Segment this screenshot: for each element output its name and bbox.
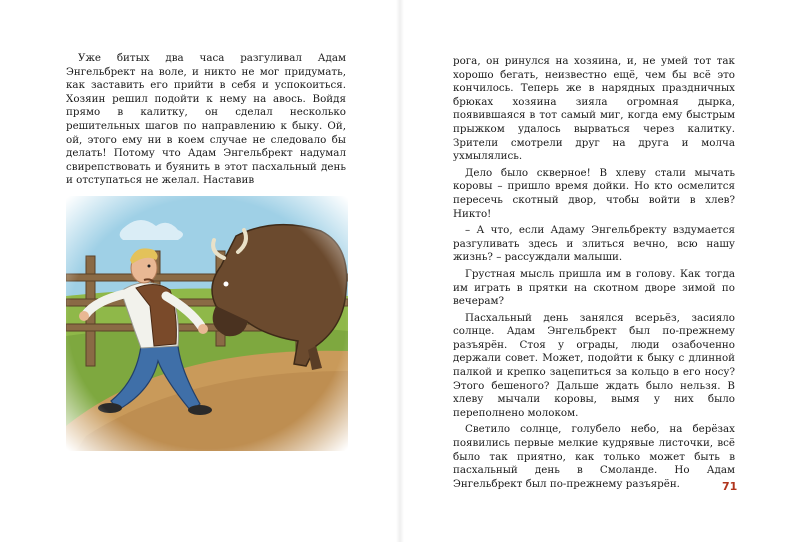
page-fold: [396, 0, 404, 542]
paragraph: Дело было скверное! В хлеву стали мычать коровы – пришло время дойки. Но кто осмелится пересечь скотный двор, чтобы войти в хлев? Никто!: [453, 166, 735, 220]
paragraph: Светило солнце, голубело небо, на берёзах появились первые мелкие кудрявые листочки, всё было так приятно, как только может быть в пасхальный день в Смоланде. Но Адам Энгельбрект был по-прежнему разъярён.: [453, 423, 735, 490]
paragraph: – А что, если Адаму Энгельбректу вздумается разгуливать здесь и злиться вечно, всю нашу жизнь? – рассуждали малыши.: [453, 224, 735, 264]
right-page-text: [453, 55, 738, 494]
left-page-text: [66, 52, 346, 191]
paragraph: Уже битых два часа разгуливал Адам Энгельбрект на воле, и никто не мог придумать, как заставить его прийти в себя и успокоиться. Хозяин решил подойти к нему на авось. Войдя прямо в калитку, он сделал несколько решительных шагов по направлению к быку. Ой, ой, этого ему ни в коем случае не следовало бы делать! Потому что Адам Энгельбрект надумал свирепствовать и буянить в этот пасхальный день и отступаться не желал. Наставив: [66, 52, 346, 187]
paragraph: рога, он ринулся на хозяина, и, не умей тот так хорошо бегать, неизвестно ещё, чем бы всё это кончилось. Теперь же в нарядных праздничных брюках хозяина зияла огромная дырка, появившаяся в тот самый миг, когда ему быстрым прыжком удалось вырваться через калитку. Зрители смотрели друг на друга и молча ухмылялись.: [453, 55, 735, 163]
paragraph: Грустная мысль пришла им в голову. Как тогда им играть в прятки на скотном дворе зимой по вечерам?: [453, 267, 735, 308]
page-number: 71: [722, 480, 738, 493]
illustration-farmer-fleeing-bull: [66, 196, 348, 451]
paragraph: Пасхальный день занялся всерьёз, засияло солнце. Адам Энгельбрект был по-прежнему разъярён. Стоя у ограды, люди озабоченно держали совет. Может, подойти к быку с длинной палкой и крепко зацепиться за кольцо в его носу? Этого бешеного? Дальше ждать было нельзя. В хлеву мычали коровы, вымя у них было переполнено молоком.: [453, 311, 735, 419]
